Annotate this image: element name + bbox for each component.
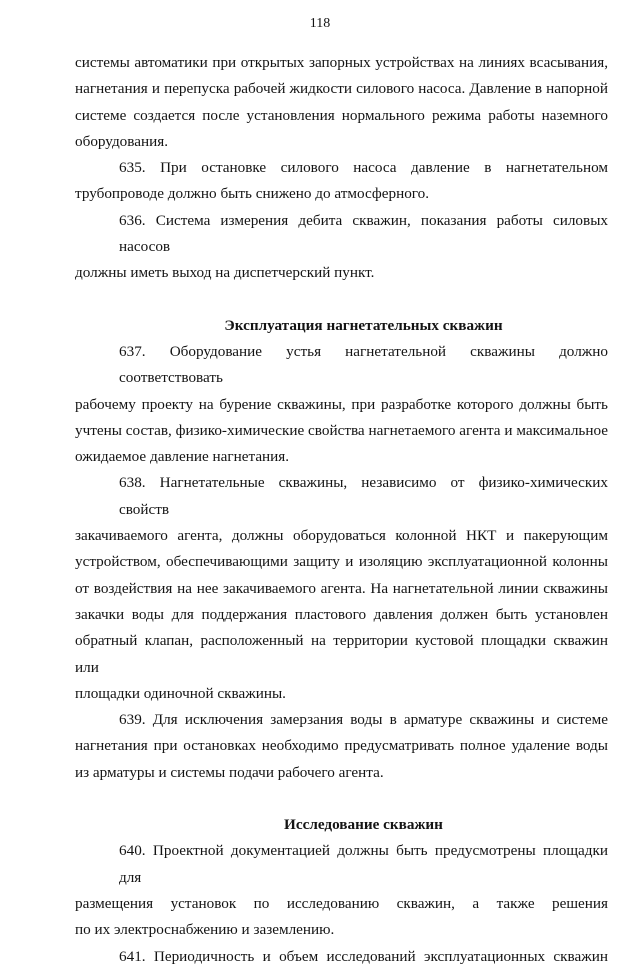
text-line: 640. Проектной документацией должны быть предусмотрены площадки для — [119, 842, 608, 886]
paragraph-continuation — [75, 50, 608, 155]
paragraph-638 — [75, 470, 608, 707]
text-line: ожидаемое давление нагнетания. — [75, 448, 290, 466]
spacer — [75, 287, 608, 313]
text-line: от воздействия на нее закачиваемого агента. На нагнетательной линии скважины — [75, 579, 608, 597]
paragraph-636 — [75, 208, 608, 287]
text-line: закачки воды для поддержания пластового давления должен быть установлен — [75, 605, 608, 623]
paragraph-635 — [75, 155, 608, 208]
spacer — [75, 786, 608, 812]
text-line: нагнетания при остановках необходимо предусматривать полное удаление воды — [75, 737, 608, 755]
text-line: учтены состав, физико-химические свойства нагнетаемого агента и максимальное — [75, 421, 608, 439]
paragraph-637 — [75, 339, 608, 470]
text-line: 637. Оборудование устья нагнетательной скважины должно соответствовать — [119, 342, 608, 387]
paragraph-639 — [75, 707, 608, 786]
text-line: системе создается после установления нормального режима работы наземного — [75, 106, 608, 124]
text-line: должны иметь выход на диспетчерский пункт. — [75, 264, 375, 282]
section-heading: Эксплуатация нагнетательных скважин — [224, 316, 503, 334]
text-line: 635. При остановке силового насоса давление в нагнетательном — [119, 159, 608, 177]
text-line: площадки одиночной скважины. — [75, 684, 286, 702]
text-line: 639. Для исключения замерзания воды в арматуре скважины и системе — [119, 711, 608, 729]
page-number: 118 — [309, 16, 331, 31]
text-line: размещения установок по исследованию скважин, а также решения — [75, 894, 608, 912]
page-body — [75, 50, 608, 970]
text-line: устройством, обеспечивающими защиту и изоляцию эксплуатационной колонны — [75, 553, 608, 571]
text-line: рабочему проекту на бурение скважины, при разработке которого должны быть — [75, 395, 608, 413]
text-line: закачиваемого агента, должны оборудоваться колонной НКТ и пакерующим — [75, 527, 608, 545]
paragraph-641 — [75, 944, 608, 970]
text-line: по их электроснабжению и заземлению. — [75, 921, 335, 939]
text-line: нагнетания и перепуска рабочей жидкости силового насоса. Давление в напорной — [75, 80, 608, 98]
section-heading: Исследование скважин — [284, 816, 443, 834]
text-line: системы автоматики при открытых запорных устройствах на линиях всасывания, — [75, 54, 608, 71]
text-line: 636. Система измерения дебита скважин, показания работы силовых насосов — [119, 211, 608, 256]
text-line: оборудования. — [75, 132, 169, 150]
text-line: из арматуры и системы подачи рабочего агента. — [75, 763, 384, 781]
text-line: 641. Периодичность и объем исследований эксплуатационных скважин — [119, 947, 608, 965]
text-line: трубопроводе должно быть снижено до атмосферного. — [75, 185, 430, 203]
text-line: 638. Нагнетательные скважины, независимо от физико-химических свойств — [119, 474, 608, 518]
paragraph-640 — [75, 838, 608, 943]
text-line: обратный клапан, расположенный на территории кустовой площадки скважин или — [75, 632, 608, 676]
